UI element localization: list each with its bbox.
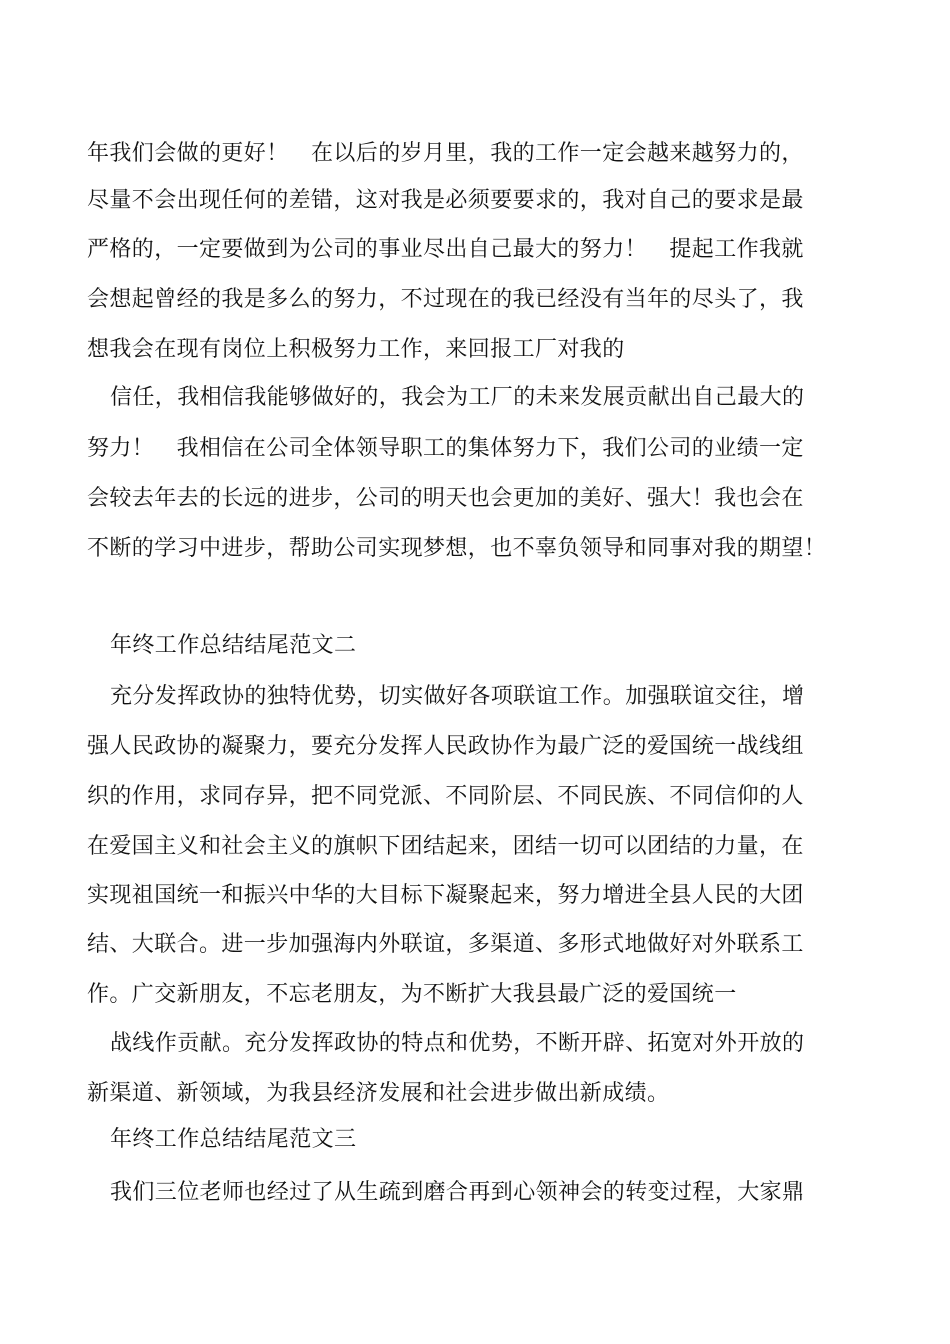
paragraph-line: 年我们会做的更好！ 在以后的岁月里，我的工作一定会越来越努力的， bbox=[87, 141, 804, 166]
paragraph-line: 想我会在现有岗位上积极努力工作，来回报工厂对我的 bbox=[87, 337, 625, 362]
paragraph-line: 作。广交新朋友，不忘老朋友，为不断扩大我县最广泛的爱国统一 bbox=[87, 982, 737, 1007]
paragraph-line: 我们三位老师也经过了从生疏到磨合再到心领神会的转变过程，大家鼎 bbox=[110, 1180, 805, 1205]
paragraph-line: 新渠道、新领域，为我县经济发展和社会进步做出新成绩。 bbox=[87, 1081, 670, 1106]
paragraph-line: 实现祖国统一和振兴中华的大目标下凝聚起来，努力增进全县人民的大团 bbox=[87, 883, 804, 908]
paragraph-line: 严格的，一定要做到为公司的事业尽出自己最大的努力！ 提起工作我就 bbox=[87, 237, 804, 262]
paragraph-line: 战线作贡献。充分发挥政协的特点和优势，不断开辟、拓宽对外开放的 bbox=[110, 1031, 805, 1056]
paragraph-line: 尽量不会出现任何的差错，这对我是必须要要求的，我对自己的要求是最 bbox=[87, 188, 804, 213]
paragraph-line: 努力！ 我相信在公司全体领导职工的集体努力下，我们公司的业绩一定 bbox=[87, 436, 804, 461]
paragraph-line: 织的作用，求同存异，把不同党派、不同阶层、不同民族、不同信仰的人 bbox=[87, 784, 804, 809]
paragraph-line: 不断的学习中进步，帮助公司实现梦想，也不辜负领导和同事对我的期望！ bbox=[87, 536, 827, 561]
paragraph-line: 会较去年去的长远的进步，公司的明天也会更加的美好、强大！我也会在 bbox=[87, 486, 804, 511]
paragraph-line: 结、大联合。进一步加强海内外联谊，多渠道、多形式地做好对外联系工 bbox=[87, 932, 804, 957]
paragraph-line: 在爱国主义和社会主义的旗帜下团结起来，团结一切可以团结的力量，在 bbox=[87, 834, 804, 859]
section-heading: 年终工作总结结尾范文二 bbox=[110, 633, 357, 658]
paragraph-line: 强人民政协的凝聚力，要充分发挥人民政协作为最广泛的爱国统一战线组 bbox=[87, 734, 804, 759]
paragraph-line: 信任，我相信我能够做好的，我会为工厂的未来发展贡献出自己最大的 bbox=[110, 385, 805, 410]
section-heading: 年终工作总结结尾范文三 bbox=[110, 1127, 357, 1152]
paragraph-line: 充分发挥政协的独特优势，切实做好各项联谊工作。加强联谊交往，增 bbox=[110, 684, 805, 709]
paragraph-line: 会想起曾经的我是多么的努力，不过现在的我已经没有当年的尽头了，我 bbox=[87, 287, 804, 312]
